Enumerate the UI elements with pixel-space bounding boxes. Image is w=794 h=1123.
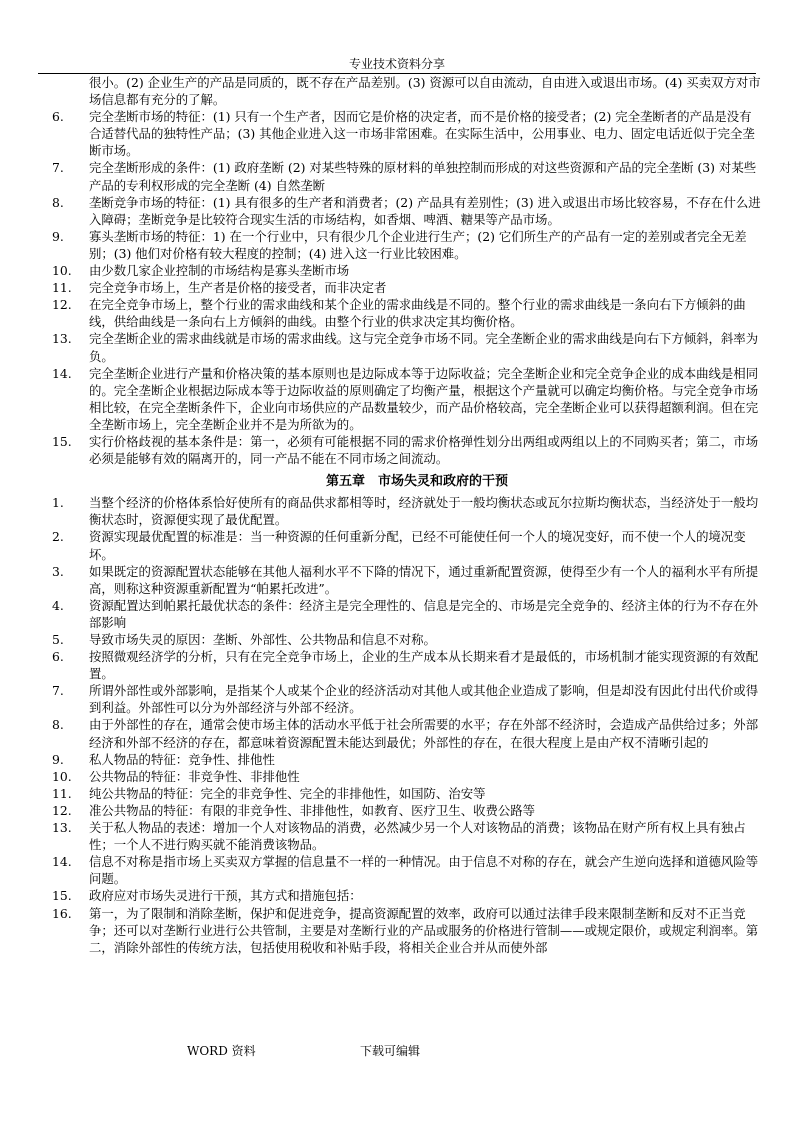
item-text: 由于外部性的存在，通常会使市场主体的活动水平低于社会所需要的水平；存在外部不经济时，会造成产品供给过多；外部经济和外部不经济的存在，都意味着资源配置未能达到最优；外部性的存在，在很大程度上是由产权不清晰引起的	[89, 717, 759, 750]
list-item	[0, 853, 761, 887]
item-text: 纯公共物品的特征：完全的非竞争性、完全的非排他性，如国防、治安等	[89, 785, 486, 801]
item-number: 15.	[52, 433, 72, 449]
item-text: 资源实现最优配置的标准是：当一种资源的任何重新分配，已经不可能使任何一个人的境况变好，而不使一个人的境况变坏。	[89, 529, 746, 562]
item-text: 寡头垄断市场的特征：1) 在一个行业中，只有很少几个企业进行生产；(2) 它们所生产的产品有一定的差别或者完全无差别；(3) 他们对价格有较大程度的控制；(4) 进入这一行业比较困难。	[89, 228, 747, 261]
item-text: 公共物品的特征：非竞争性、非排他性	[89, 768, 300, 784]
item-text: 完全垄断形成的条件：(1) 政府垄断 (2) 对某些特殊的原材料的单独控制而形成的对这些资源和产品的完全垄断 (3) 对某些产品的专利权形成的完全垄断 (4) 自然垄断	[89, 160, 757, 193]
item-text: 资源配置达到帕累托最优状态的条件：经济主是完全理性的、信息是完全的、市场是完全竞争的、经济主体的行为不存在外部影响	[89, 597, 759, 630]
list-item	[0, 330, 761, 364]
list-item	[0, 716, 761, 750]
item-number: 11.	[52, 280, 72, 296]
list-item	[0, 108, 761, 159]
item-number: 14.	[52, 854, 72, 870]
item-text: 完全垄断企业的需求曲线就是市场的需求曲线。这与完全竞争市场不同。完全垄断企业的需求曲线是向右下方倾斜，斜率为负。	[89, 331, 759, 364]
footer-right: 下载可编辑	[360, 1044, 421, 1058]
list-item	[0, 802, 761, 819]
list-item	[0, 365, 761, 433]
item-number: 15.	[52, 888, 72, 904]
item-number: 4.	[52, 597, 64, 613]
item-text: 完全竞争市场上，生产者是价格的接受者，而非决定者	[89, 280, 387, 296]
item-text: 如果既定的资源配置状态能够在其他人福利水平不下降的情况下，通过重新配置资源，使得至少有一个人的福利水平有所提高，则称这种资源重新配置为“帕累托改进”。	[89, 563, 759, 596]
list-item	[0, 296, 761, 330]
item-text: 准公共物品的特征：有限的非竞争性、非排他性，如教育、医疗卫生、收费公路等	[89, 802, 536, 818]
item-number: 12.	[52, 297, 72, 313]
item-number: 10.	[52, 263, 72, 279]
list-item	[0, 751, 761, 768]
item-number: 2.	[52, 529, 64, 545]
chapter5-list	[0, 494, 794, 956]
item-number: 1.	[52, 495, 64, 511]
item-number: 5.	[52, 632, 64, 647]
list-item	[0, 563, 761, 597]
item-text: 完全垄断市场的特征：(1) 只有一个生产者，因而它是价格的决定者，而不是价格的接受者；(2) 完全垄断者的产品是没有合适替代品的独特性产品；(3) 其他企业进入这一市场非常困难。在实际生活中，公用事业、电力、固定电话近似于完全垄断市场。	[89, 109, 755, 159]
list-item	[0, 494, 761, 528]
list-item	[0, 905, 761, 956]
item-number: 16.	[52, 905, 72, 921]
document-body	[0, 74, 794, 956]
list-item	[0, 648, 761, 682]
item-number: 7.	[52, 683, 64, 699]
item-text: 信息不对称是指市场上买卖双方掌握的信息量不一样的一种情况。由于信息不对称的存在，就会产生逆向选择和道德风险等问题。	[89, 854, 759, 887]
item-text: 完全垄断企业进行产量和价格决策的基本原则也是边际成本等于边际收益；完全垄断企业和完全竞争企业的成本曲线是相同的。完全垄断企业根据边际成本等于边际收益的原则确定了均衡产量，根据这个产量就可以确定均衡价格。与完全竞争市场相比较，在完全垄断条件下，企业向市场供应的产品数量较少，而产品价格较高，完全垄断企业可以获得超额利润。但在完全垄断市场上，完全垄断企业并不是为所欲为的。	[89, 365, 759, 432]
item-text: 垄断竞争市场的特征：(1) 具有很多的生产者和消费者；(2) 产品具有差别性；(3) 进入或退出市场比较容易，不存在什么进入障碍；垄断竞争是比较符合现实生活的市场结构，如香烟、啤酒、糖果等产品市场。	[89, 194, 761, 227]
chapter-title: 第五章 市场失灵和政府的干预	[325, 474, 508, 490]
item-text: 关于私人物品的表述：增加一个人对该物品的消费，必然减少另一个人对该物品的消费；该物品在财产所有权上具有独占性；一个人不进行购买就不能消费该物品。	[89, 820, 746, 853]
footer-left: WORD 资料	[187, 1044, 256, 1058]
item-text: 在完全竞争市场上，整个行业的需求曲线和某个企业的需求曲线是不同的。整个行业的需求曲线是一条向右下方倾斜的曲线，供给曲线是一条向右上方倾斜的曲线。由整个行业的供求决定其均衡价格。	[89, 297, 746, 330]
list-item	[0, 887, 761, 904]
item-text: 导致市场失灵的原因：垄断、外部性、公共物品和信息不对称。	[89, 632, 436, 647]
item-number: 3.	[52, 563, 64, 579]
list-item	[0, 194, 761, 228]
item-number: 11.	[52, 785, 72, 801]
list-item	[0, 262, 761, 279]
item-text: 私人物品的特征：竞争性、排他性	[89, 751, 275, 767]
item-number: 6.	[52, 109, 64, 125]
item-number: 9.	[52, 751, 64, 767]
item-number: 8.	[52, 194, 64, 210]
list-item	[0, 597, 761, 631]
item-number: 14.	[52, 365, 72, 381]
item-number: 13.	[52, 820, 72, 836]
section1-list	[0, 108, 794, 467]
page-header	[0, 57, 794, 71]
list-item	[0, 785, 761, 802]
item-number: 7.	[52, 160, 64, 176]
item-text: 当整个经济的价格体系恰好使所有的商品供求都相等时，经济就处于一般均衡状态或瓦尔拉斯均衡状态，当经济处于一般均衡状态时，资源便实现了最优配置。	[89, 495, 759, 528]
item-text: 由少数几家企业控制的市场结构是寡头垄断市场	[89, 263, 350, 279]
list-item	[0, 682, 761, 716]
item-text: 按照微观经济学的分析，只有在完全竞争市场上，企业的生产成本从长期来看才是最低的，市场机制才能实现资源的有效配置。	[89, 649, 759, 682]
item-number: 10.	[52, 768, 72, 784]
continuation-paragraph: 很小。(2) 企业生产的产品是同质的，既不存在产品差别。(3) 资源可以自由流动，自由进入或退出市场。(4) 买卖双方对市场信息都有充分的了解。	[89, 75, 761, 108]
item-number: 13.	[52, 331, 72, 347]
list-item	[0, 228, 761, 262]
list-item	[0, 768, 761, 785]
list-item	[0, 159, 761, 193]
item-text: 实行价格歧视的基本条件是：第一，必须有可能根据不同的需求价格弹性划分出两组或两组以上的不同购买者；第二，市场必须是能够有效的隔离开的，同一产品不能在不同市场之间流动。	[89, 433, 759, 467]
list-item	[0, 631, 761, 648]
list-item	[0, 433, 761, 467]
list-item	[0, 819, 761, 853]
item-text: 政府应对市场失灵进行干预，其方式和措施包括：	[89, 888, 362, 904]
item-number: 9.	[52, 228, 64, 244]
list-item	[0, 279, 761, 296]
item-number: 12.	[52, 802, 72, 818]
item-number: 6.	[52, 649, 64, 665]
item-number: 8.	[52, 717, 64, 733]
item-text: 所谓外部性或外部影响，是指某个人或某个企业的经济活动对其他人或其他企业造成了影响，但是却没有因此付出代价或得到利益。外部性可以分为外部经济与外部不经济。	[89, 683, 759, 716]
header-title: 专业技术资料分享	[348, 57, 445, 71]
item-text: 第一，为了限制和消除垄断，保护和促进竞争，提高资源配置的效率，政府可以通过法律手段来限制垄断和反对不正当竞争；还可以对垄断行业进行公共管制，主要是对垄断行业的产品或服务的价格进行管制——或规定限价，或规定利润率。第二，消除外部性的传统方法，包括使用税收和补贴手段，将相关企业合并从而使外部	[89, 905, 759, 955]
list-item	[0, 528, 761, 562]
